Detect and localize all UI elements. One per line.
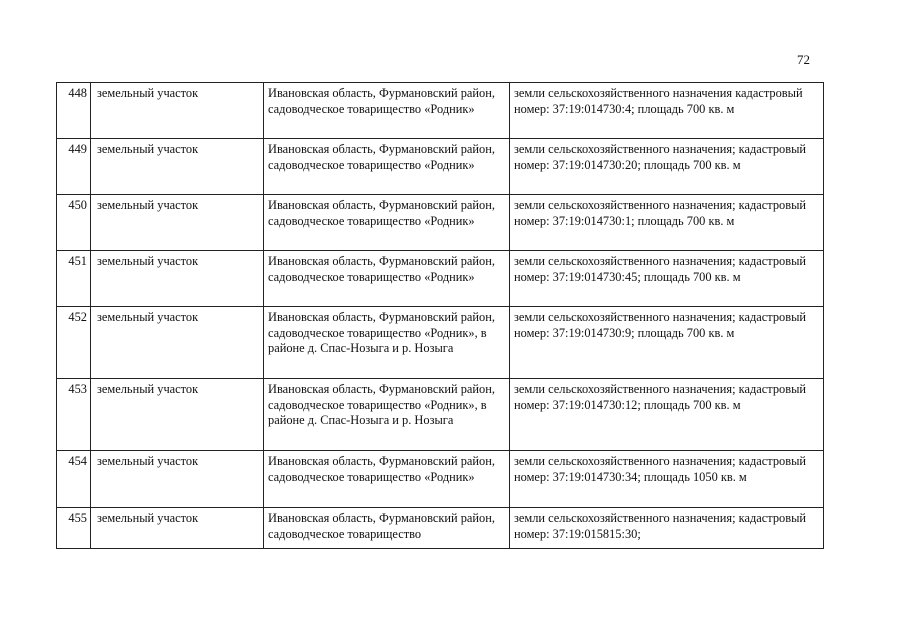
object-address: Ивановская область, Фурмановский район, садоводческое товарищество «Родник»: [264, 139, 510, 195]
row-number: 453: [57, 379, 91, 451]
row-number: 454: [57, 451, 91, 508]
table-row: [57, 307, 824, 379]
object-name: земельный участок: [91, 307, 264, 379]
object-description: земли сельскохозяйственного назначения; кадастровый номер: 37:19:014730:45; площадь 700 кв. м: [510, 251, 824, 307]
table-row: [57, 83, 824, 139]
object-address: Ивановская область, Фурмановский район, садоводческое товарищество «Родник», в районе д. Спас-Нозыга и р. Нозыга: [264, 379, 510, 451]
object-name: земельный участок: [91, 451, 264, 508]
object-description: земли сельскохозяйственного назначения; кадастровый номер: 37:19:014730:20; площадь 700 кв. м: [510, 139, 824, 195]
object-description: земли сельскохозяйственного назначения; кадастровый номер: 37:19:014730:9; площадь 700 кв. м: [510, 307, 824, 379]
table-row: [57, 451, 824, 508]
object-name: земельный участок: [91, 195, 264, 251]
page-number: 72: [797, 52, 810, 67]
object-description: земли сельскохозяйственного назначения; кадастровый номер: 37:19:014730:34; площадь 1050 кв. м: [510, 451, 824, 508]
object-name: земельный участок: [91, 139, 264, 195]
object-description: земли сельскохозяйственного назначения кадастровый номер: 37:19:014730:4; площадь 700 кв. м: [510, 83, 824, 139]
object-address: Ивановская область, Фурмановский район, садоводческое товарищество «Родник»: [264, 251, 510, 307]
land-registry-table: [56, 82, 824, 549]
row-number: 452: [57, 307, 91, 379]
row-number: 450: [57, 195, 91, 251]
table-row: [57, 379, 824, 451]
object-address: Ивановская область, Фурмановский район, садоводческое товарищество: [264, 508, 510, 549]
object-description: земли сельскохозяйственного назначения; кадастровый номер: 37:19:015815:30;: [510, 508, 824, 549]
table-row: [57, 139, 824, 195]
object-description: земли сельскохозяйственного назначения; кадастровый номер: 37:19:014730:1; площадь 700 кв. м: [510, 195, 824, 251]
table-row: [57, 251, 824, 307]
object-address: Ивановская область, Фурмановский район, садоводческое товарищество «Родник»: [264, 451, 510, 508]
table-row: [57, 195, 824, 251]
row-number: 448: [57, 83, 91, 139]
row-number: 455: [57, 508, 91, 549]
object-address: Ивановская область, Фурмановский район, садоводческое товарищество «Родник»: [264, 83, 510, 139]
row-number: 449: [57, 139, 91, 195]
table-row: [57, 508, 824, 549]
object-name: земельный участок: [91, 83, 264, 139]
row-number: 451: [57, 251, 91, 307]
object-name: земельный участок: [91, 508, 264, 549]
object-address: Ивановская область, Фурмановский район, садоводческое товарищество «Родник»: [264, 195, 510, 251]
object-name: земельный участок: [91, 251, 264, 307]
object-description: земли сельскохозяйственного назначения; кадастровый номер: 37:19:014730:12; площадь 700 кв. м: [510, 379, 824, 451]
object-name: земельный участок: [91, 379, 264, 451]
object-address: Ивановская область, Фурмановский район, садоводческое товарищество «Родник», в районе д. Спас-Нозыга и р. Нозыга: [264, 307, 510, 379]
